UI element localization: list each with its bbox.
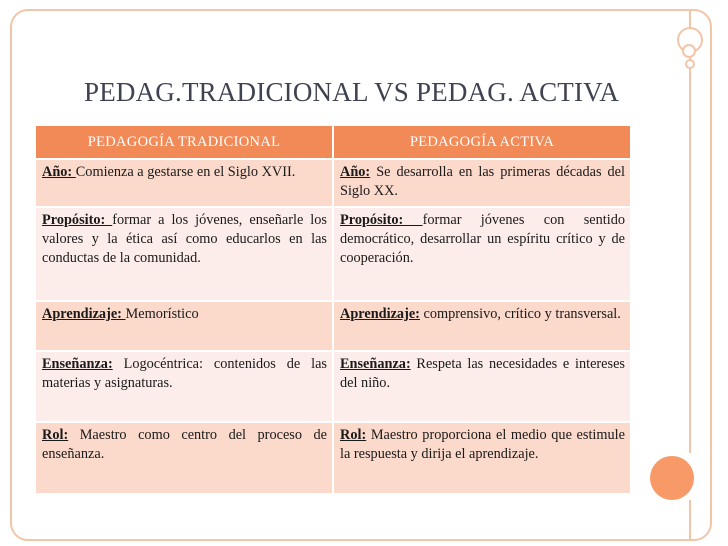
cell-traditional-role xyxy=(36,422,333,493)
table-row xyxy=(36,207,631,301)
cell-traditional-teaching xyxy=(36,351,333,422)
row-text: formar a los jóvenes, enseñarle los valores y la ética así como educarlos en las conductas de la comunidad. xyxy=(42,211,327,267)
row-label: Año: xyxy=(340,164,371,180)
row-text: Memorístico xyxy=(125,305,199,322)
row-text: formar jóvenes con sentido democrático, desarrollar un espíritu crítico y de cooperación. xyxy=(340,211,625,267)
slide-title: PEDAG.TRADICIONAL VS PEDAG. ACTIVA xyxy=(84,77,620,107)
decorative-circle-icon xyxy=(682,44,696,58)
header-active: PEDAGOGÍA ACTIVA xyxy=(333,126,631,159)
cell-traditional-learning xyxy=(36,301,333,351)
table-header-row xyxy=(36,126,631,159)
table-row xyxy=(36,159,631,207)
row-label: Propósito: xyxy=(42,211,113,228)
cell-active-purpose xyxy=(333,207,631,301)
row-label: Año: xyxy=(42,164,76,180)
row-label: Aprendizaje: xyxy=(340,305,420,322)
row-label: Enseñanza: xyxy=(340,355,411,372)
row-label: Propósito: xyxy=(340,211,423,228)
row-text: Maestro como centro del proceso de enseñanza. xyxy=(42,426,327,462)
cell-active-teaching xyxy=(333,351,631,422)
decorative-orange-circle-icon xyxy=(650,456,694,500)
decorative-line-lower xyxy=(689,500,691,540)
table-row xyxy=(36,422,631,493)
row-text: Maestro proporciona el medio que estimule la respuesta y dirija el aprendizaje. xyxy=(340,426,625,462)
header-traditional: PEDAGOGÍA TRADICIONAL xyxy=(36,126,333,159)
row-label: Rol: xyxy=(340,426,367,443)
row-text: comprensivo, crítico y transversal. xyxy=(419,305,621,322)
decorative-circle-icon xyxy=(685,59,695,69)
row-label: Rol: xyxy=(42,426,69,443)
row-label: Enseñanza: xyxy=(42,355,113,372)
decorative-line xyxy=(689,10,691,453)
row-text: Respeta las necesidades e intereses del niño. xyxy=(340,355,625,391)
row-text: Logocéntrica: contenidos de las materias y asignaturas. xyxy=(42,355,327,391)
cell-active-learning xyxy=(333,301,631,351)
row-text: Se desarrolla en las primeras décadas del Siglo XX. xyxy=(340,164,625,200)
cell-active-year xyxy=(333,159,631,207)
row-label: Aprendizaje: xyxy=(42,305,126,322)
table-row xyxy=(36,351,631,422)
cell-traditional-year xyxy=(36,159,333,207)
cell-active-role xyxy=(333,422,631,493)
row-text: Comienza a gestarse en el Siglo XVII. xyxy=(75,164,296,180)
comparison-table xyxy=(36,126,632,493)
table-row xyxy=(36,301,631,351)
cell-traditional-purpose xyxy=(36,207,333,301)
